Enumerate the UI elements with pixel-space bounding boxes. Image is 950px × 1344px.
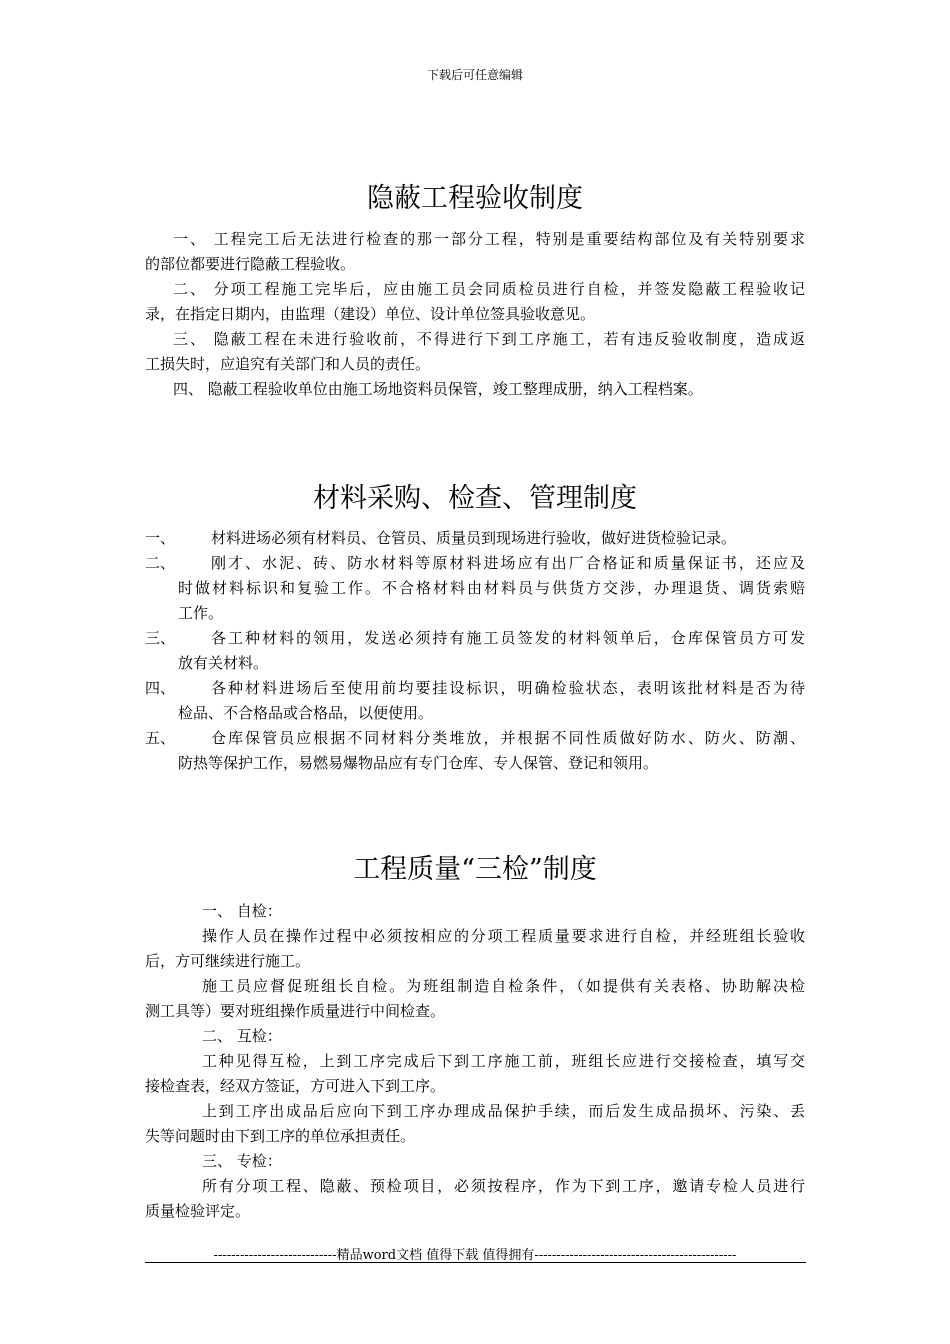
paragraph-line: 所有分项工程、隐蔽、预检项目，必须按程序，作为下到工序，邀请专检人员进行	[202, 1177, 805, 1195]
paragraph-line: 质量检验评定。	[145, 1202, 251, 1220]
paragraph-line: 录，在指定日期内，由监理（建设）单位、设计单位签具验收意见。	[145, 305, 596, 323]
page-footer: ----------------------------精品word文档 值得下载 值得拥有----------------------------------------------	[213, 1248, 737, 1263]
paragraph-line: 测工具等）要对班组操作质量进行中间检查。	[145, 1002, 446, 1020]
section-title-three-inspections: 工程质量“三检”制度	[353, 854, 597, 885]
list-item-text: 刚才、水泥、砖、防水材料等原材料进场应有出厂合格证和质量保证书，还应及	[211, 554, 805, 572]
list-item-text: 防热等保护工作，易燃易爆物品应有专门仓库、专人保管、登记和领用。	[178, 754, 659, 772]
subheading-self-check: 一、 自检：	[202, 902, 282, 920]
paragraph-line: 二、 分项工程施工完毕后，应由施工员会同质检员进行自检，并签发隐蔽工程验收记	[173, 280, 805, 298]
paragraph-line: 工损失时，应追究有关部门和人员的责任。	[145, 355, 431, 373]
section-title-concealed-works: 隐蔽工程验收制度	[367, 183, 583, 214]
paragraph-line: 接检查表，经双方签证，方可进入下到工序。	[145, 1077, 446, 1095]
list-item-text: 各种材料进场后至使用前均要挂设标识，明确检验状态，表明该批材料是否为待	[211, 679, 805, 697]
list-item-text: 时做材料标识和复验工作。不合格材料由材料员与供货方交涉，办理退货、调货索赔	[178, 579, 805, 597]
list-item-text: 各工种材料的领用，发送必须持有施工员签发的材料领单后，仓库保管员方可发	[211, 629, 805, 647]
section-title-materials: 材料采购、检查、管理制度	[313, 483, 637, 514]
paragraph-line: 四、 隐蔽工程验收单位由施工场地资料员保管，竣工整理成册，纳入工程档案。	[173, 380, 703, 398]
paragraph-line: 的部位都要进行隐蔽工程验收。	[145, 255, 356, 273]
page-header: 下载后可任意编辑	[426, 68, 523, 82]
footer-rule	[145, 1262, 806, 1263]
subheading-special-check: 三、 专检：	[202, 1152, 282, 1170]
paragraph-line: 后，方可继续进行施工。	[145, 952, 311, 970]
paragraph-line: 操作人员在操作过程中必须按相应的分项工程质量要求进行自检，并经班组长验收	[202, 927, 805, 945]
list-number: 一、	[145, 529, 176, 547]
subheading-mutual-check: 二、 互检：	[202, 1027, 282, 1045]
paragraph-line: 三、 隐蔽工程在未进行验收前，不得进行下到工序施工，若有违反验收制度，造成返	[173, 330, 805, 348]
list-item-text: 工作。	[178, 604, 224, 622]
paragraph-line: 工种见得互检，上到工序完成后下到工序施工前，班组长应进行交接检查，填写交	[202, 1052, 805, 1070]
paragraph-line: 失等问题时由下到工序的单位承担责任。	[145, 1127, 416, 1145]
list-number: 五、	[145, 729, 176, 747]
paragraph-line: 上到工序出成品后应向下到工序办理成品保护手续，而后发生成品损坏、污染、丢	[202, 1102, 805, 1120]
list-number: 三、	[145, 629, 176, 647]
list-number: 四、	[145, 679, 176, 697]
list-item-text: 材料进场必须有材料员、仓管员、质量员到现场进行验收，做好进货检验记录。	[211, 529, 737, 547]
list-item-text: 放有关材料。	[178, 654, 269, 672]
paragraph-line: 一、 工程完工后无法进行检查的那一部分工程，特别是重要结构部位及有关特别要求	[173, 230, 805, 248]
list-item-text: 检品、不合格品或合格品，以便使用。	[178, 704, 434, 722]
paragraph-line: 施工员应督促班组长自检。为班组制造自检条件，（如提供有关表格、协助解决检	[202, 977, 805, 995]
list-item-text: 仓库保管员应根据不同材料分类堆放，并根据不同性质做好防水、防火、防潮、	[211, 729, 805, 747]
list-number: 二、	[145, 554, 176, 572]
